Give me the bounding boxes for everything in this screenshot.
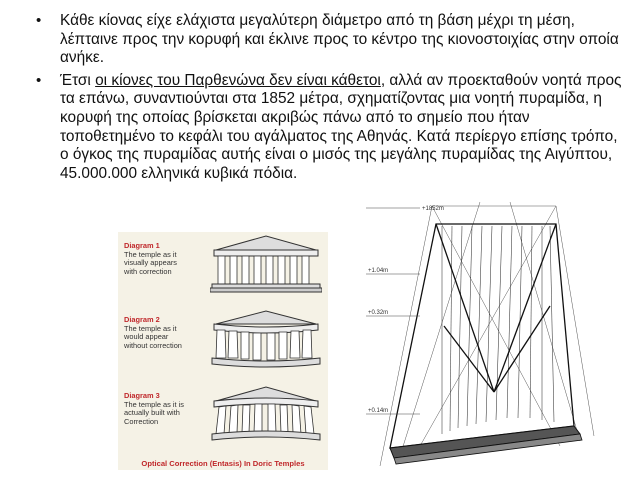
bullet-2-text-after: , αλλά αν προεκταθούν νοητά προς τα επάνω, συναντιούνται στα 1852 μέτρα, σχηματίζοντας μια νοητή πυραμίδα, η κορυφή της οποίας βρίσκεται ακριβώς πάνω από το σημείο που ήταν τοποθετημένο το κεφάλι του αγάλματος της Αθηνάς. Κατά περίεργο επίσης τρόπο, ο όγκος της πυραμίδας αυτής είναι ο μισός της μεγάλης πυραμίδας της Αιγύπτου, 45.000.000 ελληνικά κυβικά πόδια. (60, 71, 622, 182)
label-upper-height: +1.04m (368, 268, 389, 274)
temple-diagram-2 (210, 308, 322, 370)
diagram-caption: Optical Correction (Entasis) In Doric Temples (141, 459, 305, 468)
diagram-1-label: Diagram 1 The temple as it visually appears with correction (124, 241, 177, 276)
bullet-2-underlined-text: οι κίονες του Παρθενώνα δεν είναι κάθετοι (95, 71, 381, 89)
temple-diagram-1 (210, 234, 322, 294)
bullet-1 (36, 12, 626, 68)
bullet-marker: • (36, 71, 42, 89)
bullet-marker: • (36, 12, 42, 29)
temple-diagram-3 (210, 384, 322, 446)
label-middle-height: +0.32m (368, 310, 389, 316)
bullet-1-text: Κάθε κίονας είχε ελάχιστα μεγαλύτερη διάμετρο από τη βάση μέχρι τη μέση, λέπταινε προς την κορυφή και έκλινε προς το κέντρο της κιονοστοιχίας στην οποία ανήκε. (60, 12, 619, 67)
diagram-2-label: Diagram 2 The temple as it would appear without correction (124, 315, 182, 350)
bullet-list (36, 12, 626, 187)
pyramid-figure (360, 196, 612, 474)
label-apex-height: +1852m (422, 206, 444, 212)
diagram-3-label: Diagram 3 The temple as it is actually built with Correction (124, 391, 184, 426)
bullet-2 (36, 72, 626, 184)
bullet-2-text-before: Έτσι (60, 71, 96, 89)
entasis-diagram-figure (118, 232, 328, 470)
label-lower-height: +0.14m (368, 408, 389, 414)
